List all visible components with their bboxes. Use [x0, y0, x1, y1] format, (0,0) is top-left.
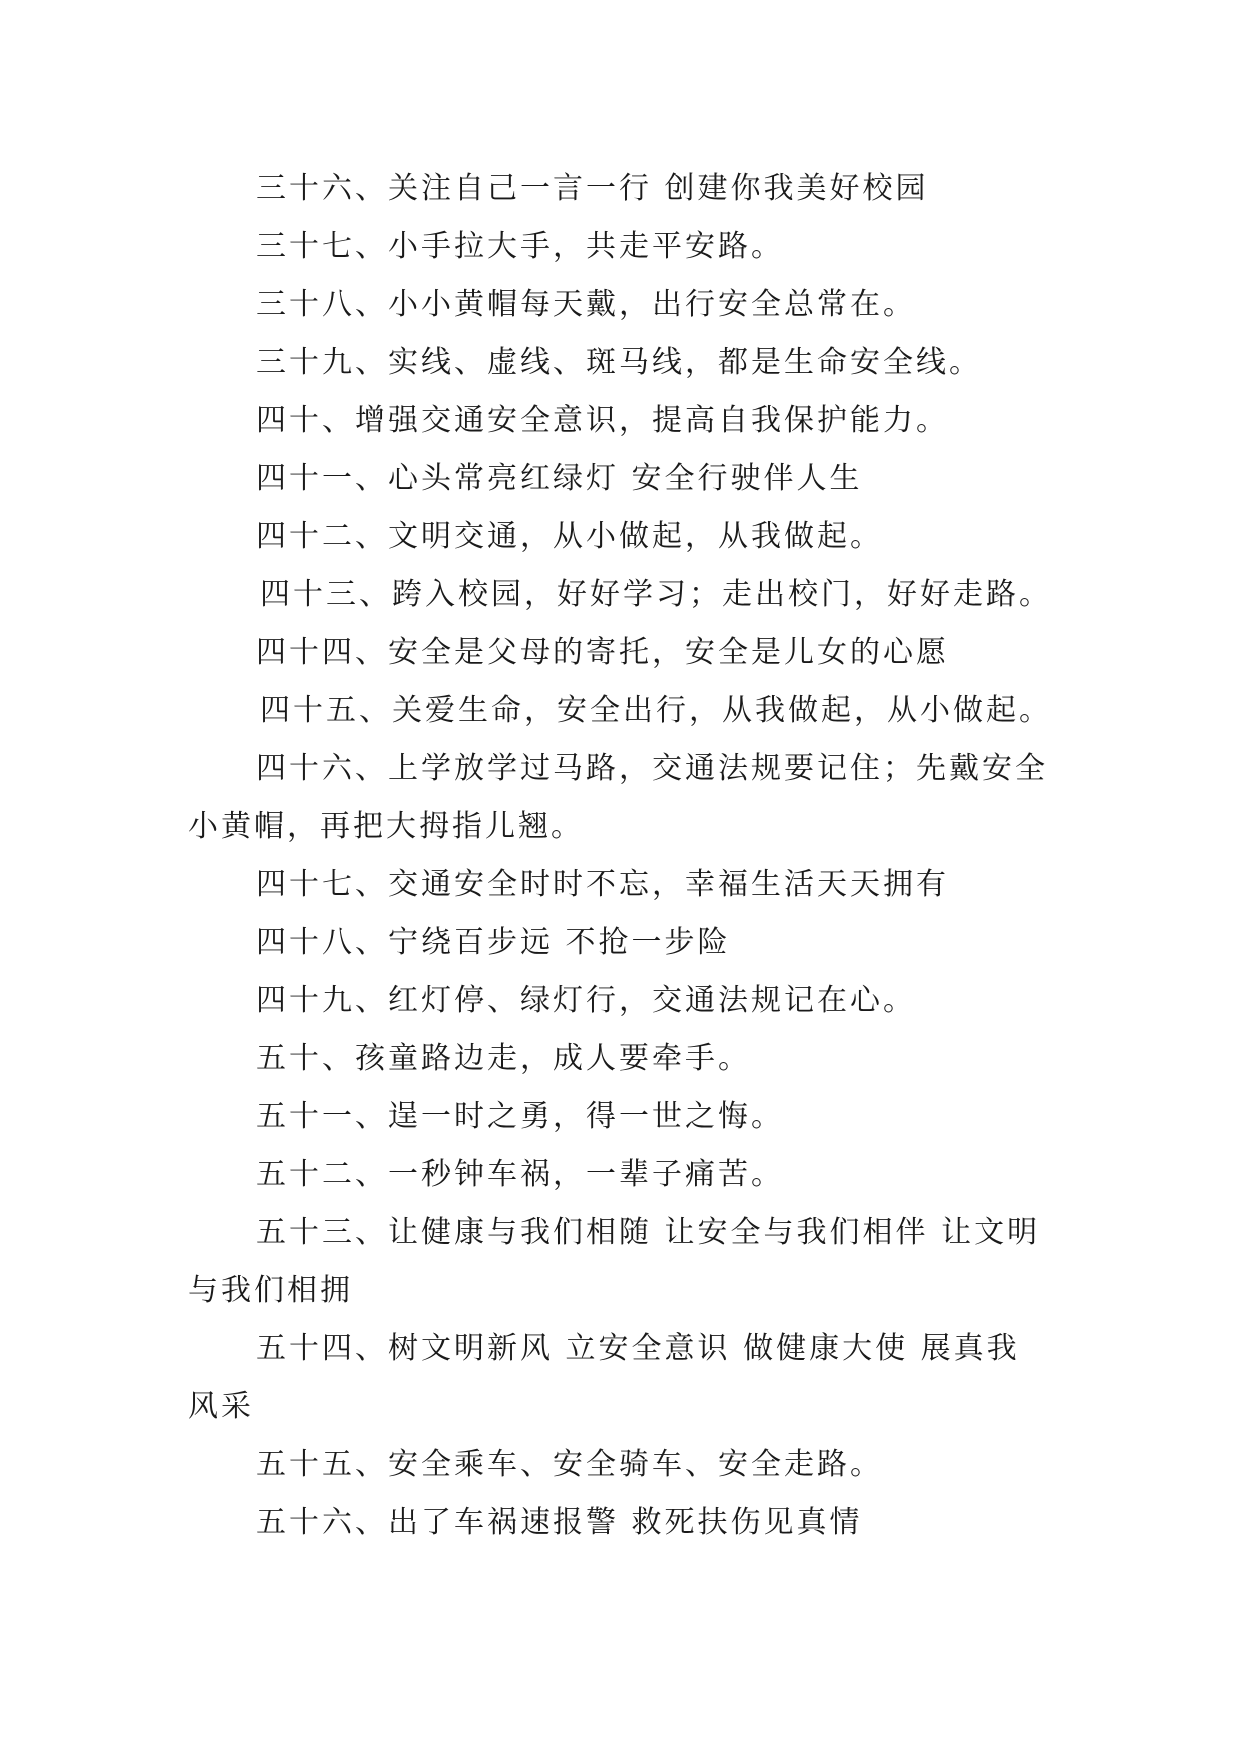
slogan-line: 四十二、文明交通，从小做起，从我做起。	[256, 519, 883, 554]
slogan-line: 四十九、红灯停、绿灯行，交通法规记在心。	[256, 983, 916, 1018]
slogan-line: 三十六、关注自己一言一行 创建你我美好校园	[256, 171, 929, 206]
slogan-line-continuation: 风采	[188, 1389, 254, 1424]
slogan-line: 五十五、安全乘车、安全骑车、安全走路。	[256, 1447, 883, 1482]
slogan-line-continuation: 小黄帽，再把大拇指儿翘。	[188, 809, 584, 844]
slogan-line: 四十、增强交通安全意识，提高自我保护能力。	[256, 403, 949, 438]
slogan-line: 四十七、交通安全时时不忘，幸福生活天天拥有	[256, 867, 949, 902]
slogan-line: 四十三、跨入校园，好好学习；走出校门，好好走路。	[260, 577, 1052, 612]
slogan-line: 四十八、宁绕百步远 不抢一步险	[256, 925, 731, 960]
slogan-line: 五十六、出了车祸速报警 救死扶伤见真情	[256, 1505, 863, 1540]
slogan-line: 四十四、安全是父母的寄托，安全是儿女的心愿	[256, 635, 949, 670]
slogan-line: 五十三、让健康与我们相随 让安全与我们相伴 让文明	[256, 1215, 1041, 1250]
slogan-line: 四十一、心头常亮红绿灯 安全行驶伴人生	[256, 461, 863, 496]
slogan-line: 五十四、树文明新风 立安全意识 做健康大使 展真我	[256, 1331, 1020, 1366]
slogan-line: 五十、孩童路边走，成人要牵手。	[256, 1041, 751, 1076]
slogan-line-continuation: 与我们相拥	[188, 1273, 353, 1308]
slogan-line: 五十二、一秒钟车祸，一辈子痛苦。	[256, 1157, 784, 1192]
slogan-line: 四十五、关爱生命，安全出行，从我做起，从小做起。	[260, 693, 1052, 728]
slogan-line: 三十八、小小黄帽每天戴，出行安全总常在。	[256, 287, 916, 322]
slogan-line: 三十七、小手拉大手，共走平安路。	[256, 229, 784, 264]
slogan-line: 三十九、实线、虚线、斑马线，都是生命安全线。	[256, 345, 982, 380]
document-body	[188, 160, 1068, 1552]
slogan-line: 四十六、上学放学过马路，交通法规要记住；先戴安全	[256, 751, 1048, 786]
slogan-line: 五十一、逞一时之勇，得一世之悔。	[256, 1099, 784, 1134]
